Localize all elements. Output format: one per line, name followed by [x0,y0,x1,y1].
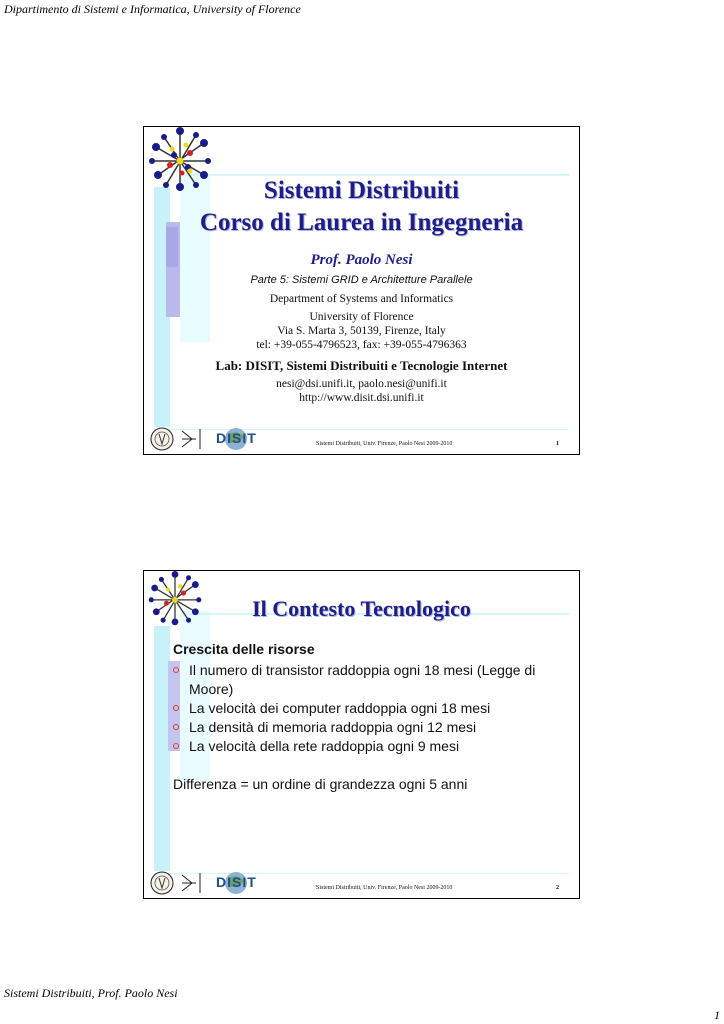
list-item [173,699,569,718]
slide-body [173,641,569,792]
slide-footer-text: Sistemi Distribuiti, Univ. Firenze, Paolo Nesi 2009-2010 [316,441,453,447]
slide-title-line-2: Corso di Laurea in Ingegneria [199,209,524,236]
disit-logo: DISIT [216,430,257,446]
page-number: 1 [714,1008,720,1022]
bullet-icon [173,724,179,730]
list-item [173,718,569,737]
list-item-text: La velocità della rete raddoppia ogni 9 mesi [189,738,460,754]
department: Department of Systems and Informatics [269,293,454,305]
email-addresses: nesi@dsi.unifi.it, paolo.nesi@unifi.it [276,378,447,390]
decorative-line [182,174,569,176]
slide-number: 1 [556,441,559,447]
bullet-icon [173,667,179,673]
university-logos-icon [148,869,278,897]
university: University of Florence [309,311,414,323]
bullet-icon [173,743,179,749]
website-url: http://www.disit.dsi.unifi.it [299,392,424,404]
slide-footer [144,869,579,897]
difference-statement: Differenza = un ordine di grandezza ogni 5 anni [173,776,468,792]
page-footer: Sistemi Distribuiti, Prof. Paolo Nesi [4,986,178,1000]
course-part: Parte 5: Sistemi GRID e Architetture Parallele [250,274,473,286]
professor-name: Prof. Paolo Nesi [310,252,413,268]
list-item-text: Il numero di transistor raddoppia ogni 18 mesi (Legge di Moore) [189,662,536,697]
slide-number: 2 [556,885,559,891]
list-item [173,737,569,756]
slide-2 [143,570,580,899]
slide-title-line-1: Sistemi Distribuiti [263,177,460,204]
slide-footer-text: Sistemi Distribuiti, Univ. Firenze, Paolo Nesi 2009-2010 [316,885,453,891]
list-item-text: La velocità dei computer raddoppia ogni 18 mesi [189,700,491,716]
page-header: Dipartimento di Sistemi e Informatica, University of Florence [4,2,301,16]
list-item-text: La densità di memoria raddoppia ogni 12 mesi [189,719,477,735]
section-heading: Crescita delle risorse [173,641,315,657]
address: Via S. Marta 3, 50139, Firenze, Italy [277,325,446,337]
list-item [173,661,569,699]
telephone: tel: +39-055-4796523, fax: +39-055-4796363 [256,339,467,351]
slide-1 [143,126,580,455]
slide-title: Il Contesto Tecnologico [252,596,471,621]
slide-footer [144,425,579,453]
lab-name: Lab: DISIT, Sistemi Distribuiti e Tecnologie Internet [215,358,508,373]
bullet-icon [173,705,179,711]
university-logos-icon [148,425,278,453]
disit-logo: DISIT [216,874,257,890]
